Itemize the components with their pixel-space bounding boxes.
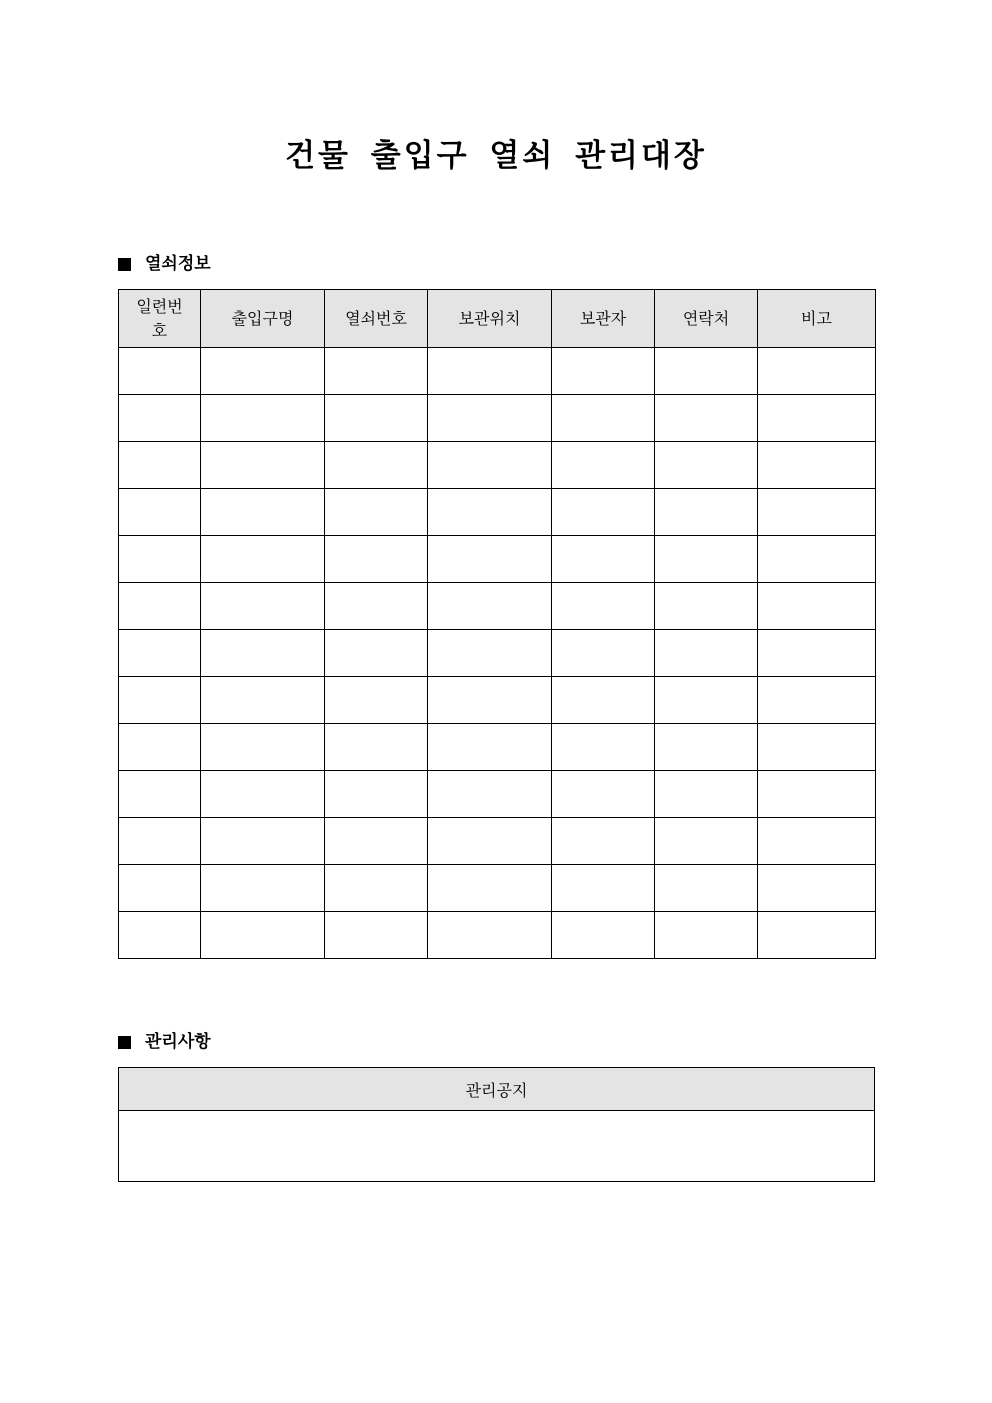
table-cell[interactable]: [428, 536, 552, 583]
table-cell[interactable]: [758, 677, 876, 724]
column-header-key-number: 열쇠번호: [325, 290, 428, 348]
table-cell[interactable]: [325, 442, 428, 489]
table-row: [119, 442, 876, 489]
table-cell[interactable]: [119, 724, 201, 771]
table-cell[interactable]: [428, 912, 552, 959]
table-cell[interactable]: [428, 395, 552, 442]
table-cell[interactable]: [428, 348, 552, 395]
table-cell[interactable]: [428, 818, 552, 865]
table-row: [119, 395, 876, 442]
table-cell[interactable]: [655, 442, 758, 489]
table-cell[interactable]: [119, 818, 201, 865]
table-cell[interactable]: [655, 677, 758, 724]
table-cell[interactable]: [758, 348, 876, 395]
column-header-remarks: 비고: [758, 290, 876, 348]
table-cell[interactable]: [119, 771, 201, 818]
table-cell[interactable]: [428, 583, 552, 630]
table-cell[interactable]: [655, 489, 758, 536]
table-cell[interactable]: [552, 348, 655, 395]
table-cell[interactable]: [552, 630, 655, 677]
table-cell[interactable]: [552, 395, 655, 442]
section-heading-label: 관리사항: [145, 1032, 211, 1052]
table-cell[interactable]: [201, 348, 325, 395]
table-cell[interactable]: [201, 583, 325, 630]
table-cell[interactable]: [552, 677, 655, 724]
square-bullet-icon: [118, 258, 131, 271]
table-cell[interactable]: [201, 818, 325, 865]
table-cell[interactable]: [428, 489, 552, 536]
table-cell[interactable]: [325, 818, 428, 865]
table-cell[interactable]: [201, 536, 325, 583]
section-heading-management: [118, 1030, 211, 1054]
table-cell[interactable]: [201, 724, 325, 771]
table-cell[interactable]: [655, 348, 758, 395]
table-cell[interactable]: [325, 677, 428, 724]
table-cell[interactable]: [119, 677, 201, 724]
table-cell[interactable]: [552, 818, 655, 865]
table-cell[interactable]: [552, 912, 655, 959]
table-cell[interactable]: [119, 489, 201, 536]
table-cell[interactable]: [758, 818, 876, 865]
table-cell[interactable]: [552, 489, 655, 536]
table-cell[interactable]: [758, 630, 876, 677]
table-cell[interactable]: [201, 630, 325, 677]
table-cell[interactable]: [325, 583, 428, 630]
table-cell[interactable]: [325, 489, 428, 536]
table-cell[interactable]: [758, 489, 876, 536]
table-cell[interactable]: [655, 395, 758, 442]
table-row: [119, 677, 876, 724]
table-cell[interactable]: [428, 724, 552, 771]
table-cell[interactable]: [119, 912, 201, 959]
table-cell[interactable]: [201, 395, 325, 442]
column-header-entrance-name: 출입구명: [201, 290, 325, 348]
section-heading-label: 열쇠정보: [145, 254, 211, 274]
table-cell[interactable]: [428, 630, 552, 677]
table-cell[interactable]: [325, 724, 428, 771]
table-cell[interactable]: [428, 677, 552, 724]
table-row: [119, 348, 876, 395]
table-cell[interactable]: [655, 865, 758, 912]
notice-body-cell[interactable]: [119, 1111, 875, 1182]
table-cell[interactable]: [201, 677, 325, 724]
table-row: [119, 536, 876, 583]
table-cell[interactable]: [201, 865, 325, 912]
table-cell[interactable]: [552, 771, 655, 818]
table-cell[interactable]: [655, 912, 758, 959]
table-row: [119, 724, 876, 771]
table-header-row: [119, 290, 876, 348]
table-cell[interactable]: [325, 536, 428, 583]
table-cell[interactable]: [758, 724, 876, 771]
table-cell[interactable]: [119, 348, 201, 395]
table-cell[interactable]: [325, 771, 428, 818]
column-header-storage-location: 보관위치: [428, 290, 552, 348]
table-cell[interactable]: [119, 536, 201, 583]
table-cell[interactable]: [201, 489, 325, 536]
section-heading-key-info: [118, 252, 211, 276]
column-header-keeper: 보관자: [552, 290, 655, 348]
management-table: [118, 1067, 875, 1182]
square-bullet-icon: [118, 1036, 131, 1049]
table-cell[interactable]: [201, 442, 325, 489]
table-cell[interactable]: [201, 771, 325, 818]
table-row: [119, 771, 876, 818]
table-cell[interactable]: [655, 583, 758, 630]
table-cell[interactable]: [325, 630, 428, 677]
table-cell[interactable]: [428, 865, 552, 912]
page-title: 건물 출입구 열쇠 관리대장: [285, 138, 707, 174]
table-cell[interactable]: [552, 724, 655, 771]
table-cell[interactable]: [119, 395, 201, 442]
table-cell[interactable]: [552, 442, 655, 489]
table-cell[interactable]: [119, 865, 201, 912]
table-cell[interactable]: [325, 395, 428, 442]
table-row: [119, 630, 876, 677]
table-cell[interactable]: [428, 442, 552, 489]
table-cell[interactable]: [119, 630, 201, 677]
table-row: [119, 912, 876, 959]
table-cell[interactable]: [325, 865, 428, 912]
table-cell[interactable]: [201, 912, 325, 959]
column-header-serial-number: 일련번호: [119, 290, 201, 348]
table-cell[interactable]: [655, 536, 758, 583]
table-cell[interactable]: [655, 818, 758, 865]
table-row: [119, 818, 876, 865]
table-row: [119, 865, 876, 912]
table-cell[interactable]: [758, 771, 876, 818]
notice-header: 관리공지: [119, 1068, 875, 1111]
table-cell[interactable]: [758, 865, 876, 912]
table-cell[interactable]: [758, 395, 876, 442]
column-header-contact: 연락처: [655, 290, 758, 348]
table-cell[interactable]: [428, 771, 552, 818]
table-cell[interactable]: [655, 771, 758, 818]
table-cell[interactable]: [758, 536, 876, 583]
key-info-table: [118, 289, 876, 959]
table-row: [119, 583, 876, 630]
table-cell[interactable]: [758, 583, 876, 630]
table-row: [119, 489, 876, 536]
table-cell[interactable]: [758, 912, 876, 959]
table-cell[interactable]: [119, 583, 201, 630]
table-cell[interactable]: [655, 724, 758, 771]
table-cell[interactable]: [655, 630, 758, 677]
table-cell[interactable]: [325, 348, 428, 395]
table-cell[interactable]: [552, 536, 655, 583]
table-cell[interactable]: [119, 442, 201, 489]
table-cell[interactable]: [325, 912, 428, 959]
table-cell[interactable]: [758, 442, 876, 489]
table-cell[interactable]: [552, 583, 655, 630]
table-cell[interactable]: [552, 865, 655, 912]
